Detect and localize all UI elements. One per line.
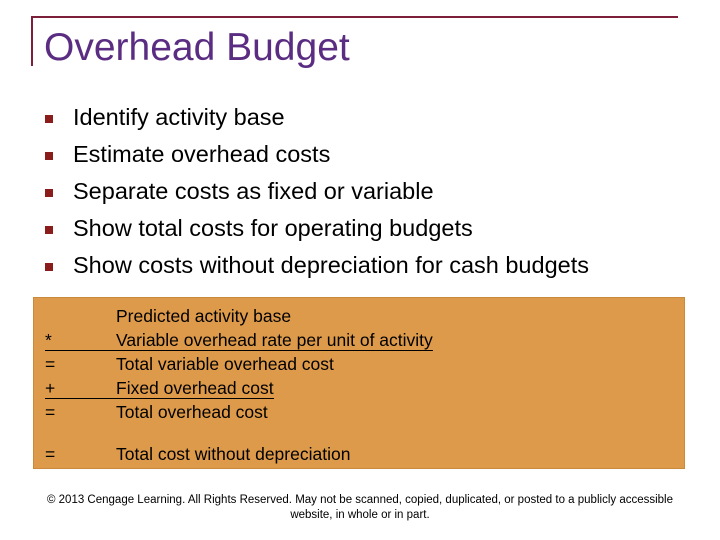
bullet-text: Estimate overhead costs: [73, 141, 331, 167]
bullet-text: Separate costs as fixed or variable: [73, 178, 434, 204]
calc-operator: =: [45, 402, 56, 422]
square-bullet-icon: [45, 226, 53, 234]
calc-operator: =: [45, 354, 56, 374]
calc-row: [34, 400, 684, 424]
calc-label: Total variable overhead cost: [116, 354, 334, 374]
calc-operator: +: [45, 376, 116, 399]
calc-label: Predicted activity base: [116, 306, 292, 326]
bullet-text: Show costs without depreciation for cash budgets: [73, 252, 589, 278]
copyright-footer: © 2013 Cengage Learning. All Rights Reserved. May not be scanned, copied, duplicated, or posted to a publicly accessible website, in whole or in part.: [46, 494, 674, 521]
calc-row: [34, 352, 684, 376]
calc-row: [34, 442, 684, 466]
square-bullet-icon: [45, 115, 53, 123]
calc-label: Total cost without depreciation: [116, 444, 351, 464]
slide-title: Overhead Budget: [44, 26, 350, 69]
square-bullet-icon: [45, 263, 53, 271]
calc-label: Total overhead cost: [116, 402, 268, 422]
calc-row: [34, 328, 684, 352]
calc-row: [34, 376, 684, 400]
bullet-text: Identify activity base: [73, 104, 285, 130]
title-frame-left: [31, 16, 33, 66]
calc-label: Variable overhead rate per unit of activity: [116, 330, 433, 350]
calc-row: [34, 304, 684, 328]
overhead-calculation-box: [33, 297, 685, 469]
calc-label: Fixed overhead cost: [116, 378, 274, 398]
calc-operator: =: [45, 444, 56, 464]
calc-operator: *: [45, 328, 116, 351]
title-frame-top: [31, 16, 678, 18]
bullet-text: Show total costs for operating budgets: [73, 215, 473, 241]
square-bullet-icon: [45, 189, 53, 197]
calc-operator: [45, 304, 116, 326]
square-bullet-icon: [45, 152, 53, 160]
